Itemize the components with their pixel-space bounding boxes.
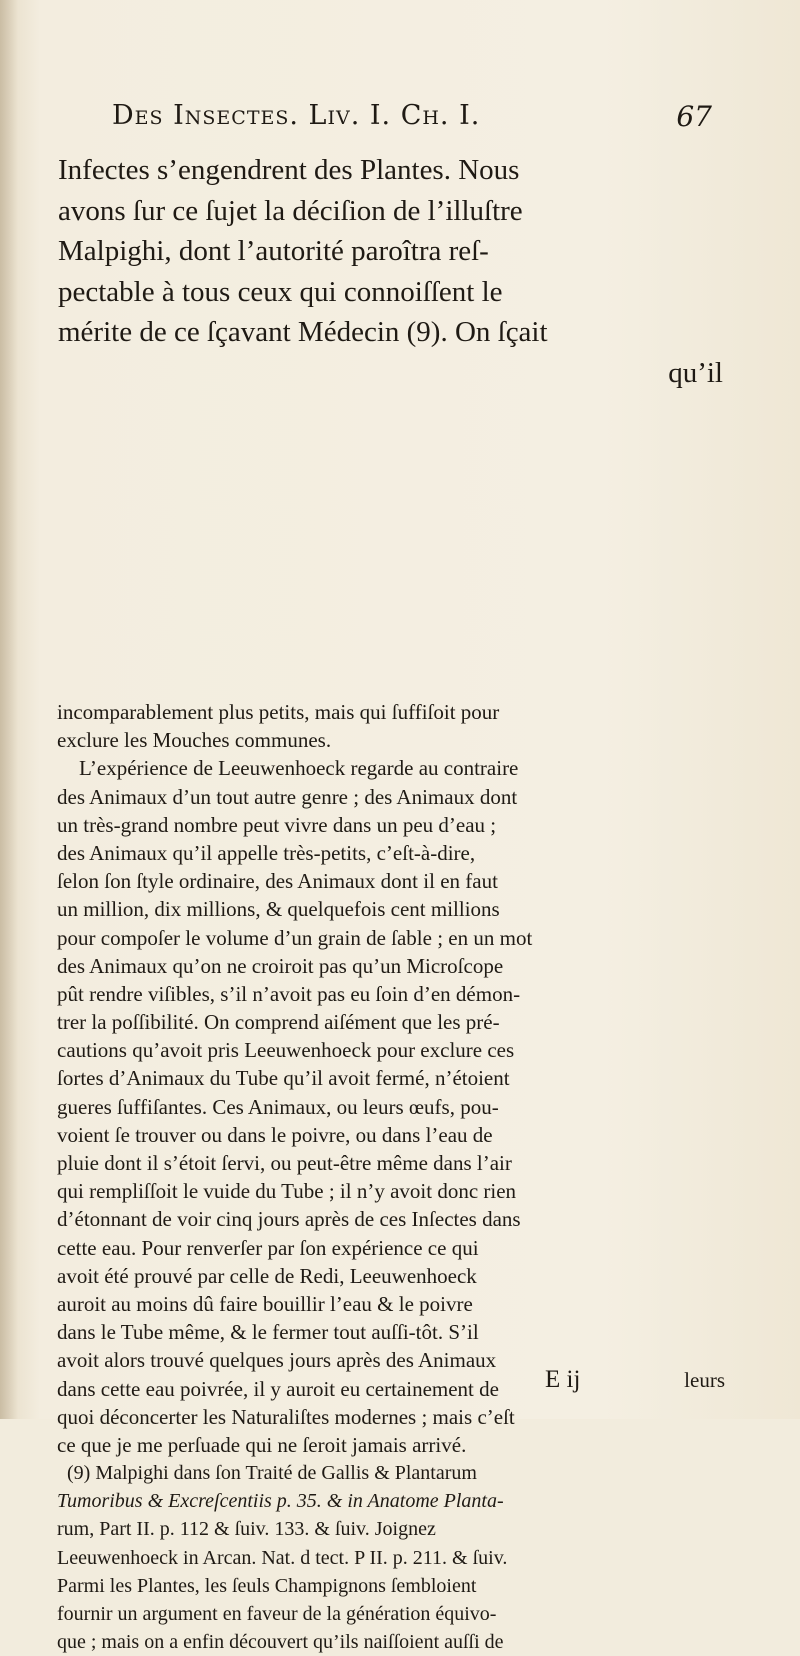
text-line: dans cette eau poivrée, il y auroit eu certainement de — [57, 1376, 499, 1401]
text-line: des Animaux qu’on ne croiroit pas qu’un Microſcope — [57, 953, 504, 978]
text-line: dans le Tube même, & le fermer tout auſſi-tôt. S’il — [57, 1320, 479, 1345]
text-line: qui rempliſſoit le vuide du Tube ; il n’y avoit donc rien — [57, 1179, 517, 1204]
text-line: d’étonnant de voir cinq jours après de ces Inſectes dans — [57, 1207, 521, 1232]
text-line: gueres ſuffiſantes. Ces Animaux, ou leurs œufs, pou- — [57, 1094, 499, 1119]
text-line: avoit alors trouvé quelques jours après des Animaux — [57, 1348, 497, 1373]
footnote-line: que ; mais on a enfin découvert qu’ils naiſſoient auſſi de — [57, 1631, 504, 1654]
lower-text-block — [57, 698, 722, 1656]
text-line: quoi déconcerter les Naturaliſtes modernes ; mais c’eſt — [57, 1404, 515, 1429]
text-line: mérite de ce ſçavant Médecin (9). On ſçait — [58, 316, 548, 348]
text-line: auroit au moins dû faire bouillir l’eau & le poivre — [57, 1291, 473, 1316]
text-line: des Animaux d’un tout autre genre ; des Animaux dont — [57, 784, 518, 809]
text-line: des Animaux qu’il appelle très-petits, c’eſt-à-dire, — [57, 840, 476, 865]
text-line: pour compoſer le volume d’un grain de ſable ; en un mot — [57, 925, 533, 950]
upper-text-block — [58, 150, 723, 393]
footnote-line: (9) Malpighi dans ſon Traité de Gallis & Plantarum — [67, 1462, 477, 1485]
text-line: ce que je me perſuade qui ne ſeroit jamais arrivé. — [57, 1432, 467, 1457]
text-line: pectable à tous ceux qui connoiſſent le — [58, 275, 503, 308]
text-line: exclure les Mouches communes. — [57, 728, 332, 753]
text-line: avoit été prouvé par celle de Redi, Leeuwenhoeck — [57, 1263, 477, 1288]
running-head: Des Insectes. Liv. I. Ch. I. — [112, 100, 481, 131]
text-line: incomparablement plus petits, mais qui ſuffiſoit pour — [57, 700, 500, 724]
text-line: Infectes s’engendrent des Plantes. Nous — [58, 154, 520, 186]
page-footer — [505, 1366, 725, 1396]
page-number: 67 — [676, 100, 712, 133]
footnote-line: rum, Part II. p. 112 & ſuiv. 133. & ſuiv. Joignez — [57, 1518, 436, 1541]
footnote-line: Tumoribus & Excreſcentiis p. 35. & in Anatome Planta- — [57, 1490, 504, 1513]
text-line: un million, dix millions, & quelquefois cent millions — [57, 897, 500, 922]
footnote-line: fournir un argument en faveur de la génération équivo- — [57, 1603, 497, 1625]
footnote-line: Leeuwenhoeck in Arcan. Nat. d tect. P II. p. 211. & ſuiv. — [57, 1546, 508, 1569]
gutter-shadow — [0, 0, 18, 1419]
text-line: trer la poſſibilité. On comprend aiſément que les pré- — [57, 1010, 500, 1035]
text-line: avons ſur ce ſujet la déciſion de l’illuſtre — [58, 194, 523, 227]
text-line: ſelon ſon ſtyle ordinaire, des Animaux dont il en faut — [57, 869, 498, 894]
text-line: ſortes d’Animaux du Tube qu’il avoit fermé, n’étoient — [57, 1066, 510, 1091]
page-header — [112, 100, 712, 140]
signature-mark: E ij — [545, 1366, 581, 1393]
text-line: cette eau. Pour renverſer par ſon expérience ce qui — [57, 1235, 479, 1260]
catchword: leurs — [684, 1368, 725, 1392]
text-line: pluie dont il s’étoit ſervi, ou peut-être même dans l’air — [57, 1151, 512, 1175]
text-line: voient ſe trouver ou dans le poivre, ou dans l’eau de — [57, 1122, 493, 1147]
text-line-catch: qu’il — [668, 356, 723, 389]
text-line: Malpighi, dont l’autorité paroîtra reſ- — [58, 235, 489, 267]
footnote-line: Parmi les Plantes, les ſeuls Champignons ſembloient — [57, 1574, 477, 1597]
text-line: un très-grand nombre peut vivre dans un peu d’eau ; — [57, 812, 497, 837]
footnote — [57, 1459, 722, 1656]
text-line: cautions qu’avoit pris Leeuwenhoeck pour exclure ces — [57, 1038, 515, 1063]
text-line: pût rendre viſibles, s’il n’avoit pas eu ſoin d’en démon- — [57, 981, 521, 1006]
text-line: L’expérience de Leeuwenhoeck regarde au contraire — [79, 756, 519, 781]
